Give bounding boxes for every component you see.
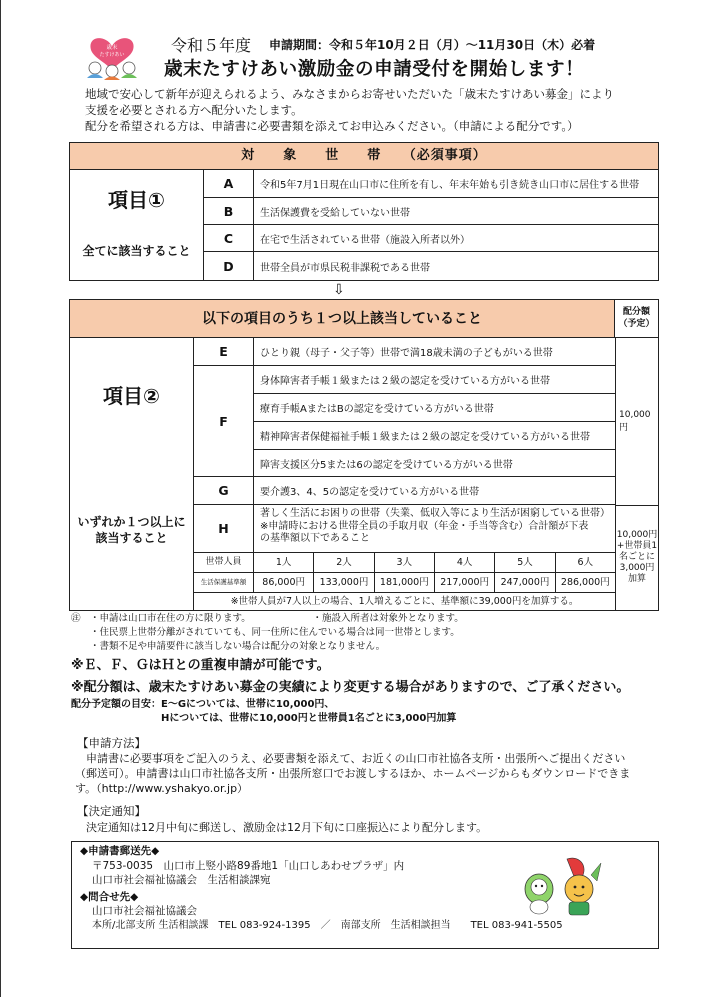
condition-letter: A	[204, 170, 254, 197]
fiscal-year: 令和５年度	[171, 36, 252, 55]
people-cell: 4人	[435, 553, 495, 572]
intro-line: 地域で安心して新年が迎えられるよう、みなさまからお寄せいただいた「歳末たすけあい募金」により	[85, 87, 614, 101]
amount-cell: 247,000円	[495, 573, 555, 592]
condition-row-f	[194, 366, 254, 477]
condition-text: 令和5年7月1日現在山口市に住所を有し、年末年始も引き続き山口市に居住する世帯	[260, 180, 640, 191]
base-amount-label: 生活保護基準額	[194, 573, 254, 592]
condition-text: 世帯全員が市県民税非課税である世帯	[260, 262, 430, 274]
condition-row-c	[204, 225, 658, 252]
condition-row-b	[204, 198, 658, 225]
inquiry-org: 山口市社会福祉協議会	[92, 905, 197, 917]
amount-cell: 133,000円	[314, 573, 374, 592]
note-line: ㊟ ・申請は山口市在住の方に限ります。 ・施設入所者は対象外となります。	[71, 613, 464, 624]
svg-text:たすけあい: たすけあい	[99, 52, 125, 58]
duplicate-application-note: ※Ｅ、Ｆ、ＧはＨとの重複申請が可能です。	[71, 658, 330, 673]
amount-h-line: 加算	[627, 574, 646, 584]
condition-letter: E	[194, 338, 254, 365]
svg-text:歳末: 歳末	[106, 45, 118, 51]
condition-letter: C	[204, 225, 254, 251]
condition-h-line: ※申請時における世帯全員の手取月収（年金・手当等含む）合計額が下表	[260, 520, 589, 532]
intro-line: 支援を必要とされる方へ配分いたします。	[85, 103, 303, 117]
mail-org: 山口市社会福祉協議会 生活相談課宛	[92, 874, 271, 886]
note-line: ・住民票上世帯分離がされていても、同一住所に住んでいる場合は同一世帯とします。	[71, 627, 460, 638]
amount-change-note: ※配分額は、歳末たすけあい募金の実績により変更する場合がありますので、ご了承ください。	[71, 680, 630, 695]
table2-header: 以下の項目のうち１つ以上該当していること	[70, 300, 615, 338]
amount-efg: 10,000円	[615, 338, 658, 505]
item1-subtitle: 全てに該当すること	[82, 244, 191, 258]
condition-f-item: 療育手帳AまたはBの認定を受けている方がいる世帯	[254, 394, 615, 422]
amount-header-sub: （予定）	[618, 319, 655, 329]
condition-text: 生活保護費を受給していない世帯	[260, 207, 410, 219]
amount-h-line: 10,000円	[616, 530, 658, 540]
optional-conditions-table	[69, 299, 659, 611]
item1-cell	[70, 170, 204, 280]
condition-letter: D	[204, 252, 254, 280]
application-period: 申請期間：令和５年10月２日（月）～11月30日（木）必着	[269, 38, 596, 52]
condition-h-line: 著しく生活にお困りの世帯（失業、低収入等により生活が困窮している世帯）	[260, 508, 610, 519]
inquiry-title: ◆問合せ先◆	[80, 890, 139, 903]
apply-line: （郵送可）。申請書は山口市社協各支所・出張所窓口でお渡しするほか、ホームページからもダウンロードできま	[75, 767, 631, 780]
condition-letter: B	[204, 198, 254, 224]
amount-h-line: 名ごとに	[618, 552, 655, 562]
condition-f-item: 身体障害者手帳１級または２級の認定を受けている方がいる世帯	[254, 366, 615, 394]
page-title: 歳末たすけあい激励金の申請受付を開始します！	[164, 59, 585, 80]
condition-f-item: 精神障害者保健福祉手帳１級または２級の認定を受けている方がいる世帯	[254, 422, 615, 450]
item1-title: 項目①	[108, 188, 165, 212]
item2-cell	[70, 338, 194, 610]
amount-cell: 181,000円	[375, 573, 435, 592]
apply-line: す。（http://www.yshakyo.or.jp）	[75, 782, 249, 795]
amount-header-label: 配分額	[622, 307, 650, 317]
condition-letter: F	[194, 366, 254, 476]
item2-subtitle-line: 該当すること	[95, 531, 168, 545]
income-amount-row	[194, 573, 615, 593]
condition-row-e	[194, 338, 615, 366]
inquiry-phones: 本所/北部支所 生活相談課 TEL 083-924-1395 ／ 南部支所 生活相談担当 TEL 083-941-5505	[92, 919, 563, 931]
income-people-row	[194, 553, 615, 573]
mail-title: ◆申請書郵送先◆	[80, 845, 160, 857]
condition-row-d	[204, 252, 658, 280]
apply-method-body	[75, 751, 655, 796]
amount-h-line: +世帯員1	[616, 541, 658, 551]
condition-letter: H	[194, 505, 254, 552]
note-line: ・書類不足や申請要件に該当しない場合は配分の対象となりません。	[71, 641, 386, 652]
people-cell: 5人	[495, 553, 555, 572]
condition-f-item: 障害支援区分5または6の認定を受けている方がいる世帯	[254, 450, 615, 477]
condition-row-g	[194, 477, 615, 505]
condition-row-h	[194, 505, 254, 553]
people-cell: 1人	[254, 553, 314, 572]
amount-cell: 86,000円	[254, 573, 314, 592]
condition-text: 要介護3、4、5の認定を受けている方がいる世帯	[260, 487, 480, 498]
required-conditions-table	[69, 142, 659, 281]
item2-subtitle	[70, 514, 193, 546]
condition-h-line: の基準額以下であること	[260, 533, 370, 544]
people-cell: 2人	[314, 553, 374, 572]
people-cell: 3人	[375, 553, 435, 572]
decision-body: 決定通知は12月中旬に郵送し、激励金は12月下旬に口座振込により配分します。	[75, 821, 488, 834]
condition-h-text	[254, 505, 615, 553]
mascot-illustration	[517, 855, 605, 917]
people-cell: 6人	[577, 557, 594, 568]
amount-h	[615, 505, 658, 610]
estimate-line: Hについては、世帯に10,000円と世帯員1名ごとに3,000円加算	[71, 713, 457, 724]
condition-text: 在宅で生活されている世帯（施設入所者以外）	[260, 234, 470, 246]
saimatsu-logo	[81, 32, 143, 80]
notes	[71, 612, 464, 654]
amount-header	[615, 300, 658, 338]
amount-cell: 217,000円	[435, 573, 495, 592]
apply-line: 申請書に必要事項をご記入のうえ、必要書類を添えて、お近くの山口市社協各支所・出張所へご提出ください	[75, 752, 626, 765]
table1-header: 対 象 世 帯 （必須事項）	[70, 143, 658, 170]
estimated-amount	[71, 698, 456, 726]
income-threshold-table	[194, 553, 615, 593]
intro-text	[85, 86, 685, 134]
mail-address: 〒753-0035 山口市上竪小路89番地1「山口しあわせプラザ」内	[92, 859, 405, 872]
apply-method-title: 【申請方法】	[77, 736, 146, 750]
estimate-line: 配分予定額の目安：E～Gについては、世帯に10,000円、	[71, 699, 335, 710]
condition-text: ひとり親（母子・父子等）世帯で満18歳未満の子どもがいる世帯	[260, 348, 553, 359]
condition-letter: G	[194, 477, 254, 504]
intro-line: 配分を希望される方は、申請書に必要書類を添えてお申込みください。（申請による配分です。）	[85, 119, 579, 133]
people-label: 世帯人員	[194, 553, 254, 572]
item2-title: 項目②	[103, 384, 160, 408]
down-arrow-icon: ⇩	[333, 282, 345, 298]
amount-cell: 286,000円	[560, 577, 610, 588]
decision-title: 【決定通知】	[77, 804, 146, 818]
income-note: ※世帯人員が7人以上の場合、1人増えるごとに、基準額に39,000円を加算する。	[230, 596, 579, 607]
condition-row-a	[204, 170, 658, 198]
amount-h-line: 3,000円	[619, 563, 655, 573]
item2-subtitle-line: いずれか１つ以上に	[77, 515, 186, 529]
